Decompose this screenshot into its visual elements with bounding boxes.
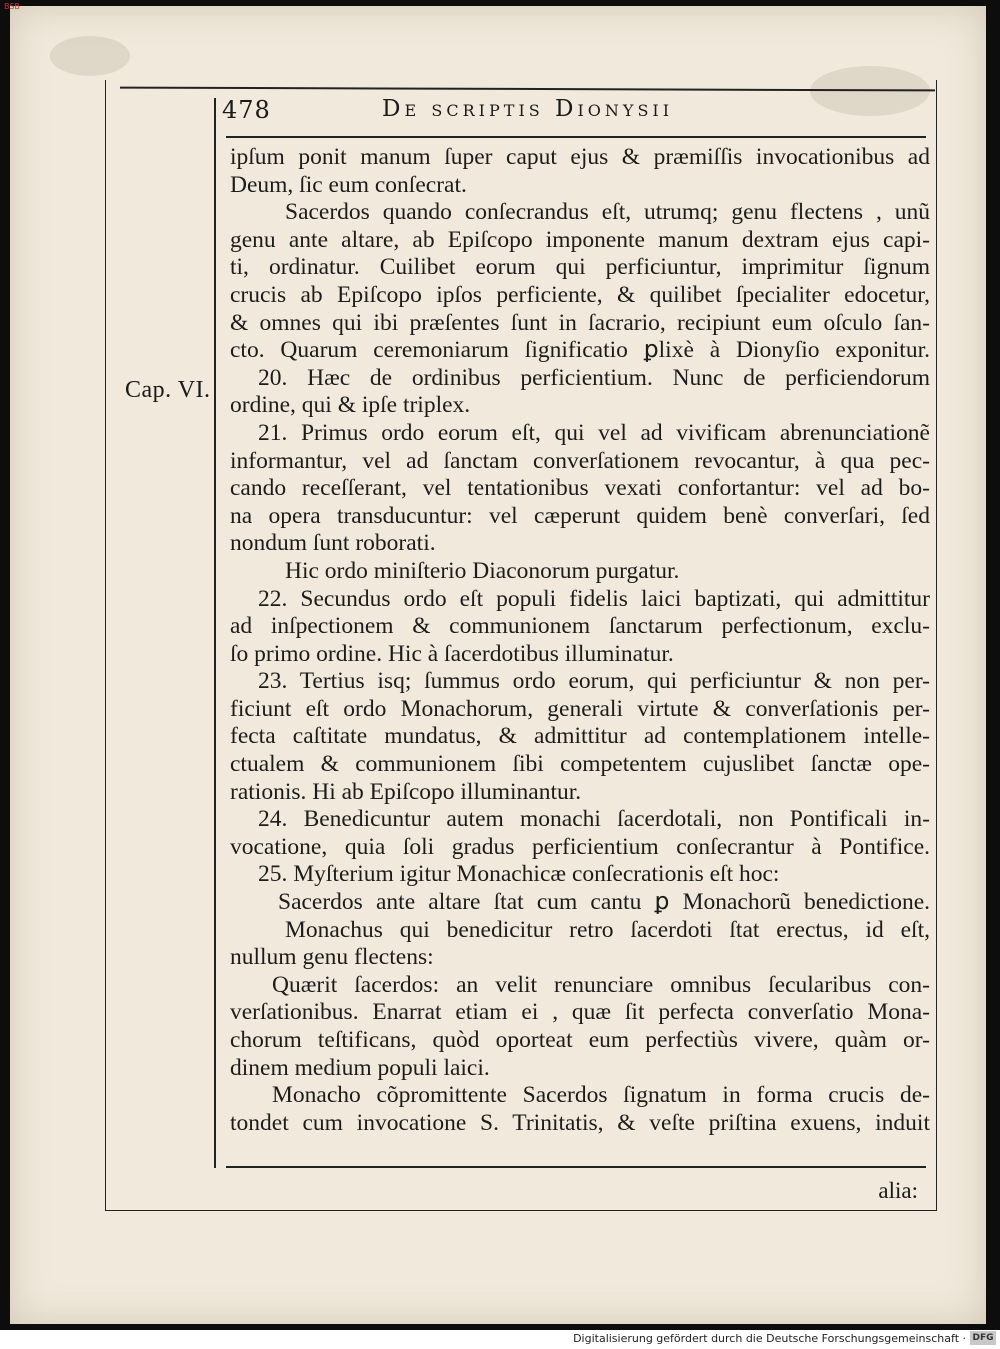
text-line: ipſum ponit manum ſuper caput ejus & præmiſſis invocationibus ad: [230, 144, 930, 170]
text-line: 25. Myſterium igitur Monachicæ conſecrationis eſt hoc:: [258, 861, 780, 888]
chapter-marginal-note: Cap. VI.: [125, 377, 211, 403]
running-title: De scriptis Dionysii: [382, 96, 674, 122]
header-rule: [226, 136, 926, 138]
text-line: Deum, ſic eum conſecrat.: [230, 171, 467, 198]
text-line: ficiunt eſt ordo Monachorum, generali virtute & converſationis per-: [230, 695, 930, 722]
text-line: fecta caſtitate mundatus, & admittitur ad contemplationem intelle-: [230, 723, 930, 750]
text-line: nondum ſunt roborati.: [230, 530, 436, 557]
text-line: Sacerdos ante altare ſtat cum cantu ꝑ Monachorũ benedictione.: [278, 889, 930, 916]
text-line: 20. Hæc de ordinibus perficientium. Nunc de perficiendorum: [258, 364, 930, 391]
text-line: na opera transducuntur: vel cæperunt quidem benè converſari, ſed: [230, 502, 930, 529]
text-line: vocatione, quia ſoli gradus perficientium conſecrantur à Pontifice.: [230, 833, 930, 860]
text-line: Sacerdos quando conſecrandus eſt, utrumq; genu flectens , unũ: [285, 199, 930, 226]
text-line: tondet cum invocatione S. Trinitatis, & veſte priſtina exuens, induit: [230, 1109, 930, 1136]
text-line: crucis ab Epiſcopo ipſos perficiente, & quilibet ſpecialiter edocetur,: [230, 281, 930, 308]
text-line: ctualem & communionem ſibi competentem cujuslibet ſanctæ ope-: [230, 751, 930, 778]
text-line: ordine, qui & ipſe triplex.: [230, 392, 471, 419]
text-line: cto. Quarum ceremoniarum ſignificatio ꝑlixè à Dionyſio exponitur.: [230, 337, 930, 364]
text-line: Quærit ſacerdos: an velit renunciare omnibus ſecularibus con-: [272, 971, 930, 998]
text-line: informantur, vel ad ſanctam converſationem revocantur, à qua pec-: [230, 447, 930, 474]
footer-rule: [226, 1166, 926, 1168]
body-text: [230, 144, 930, 1137]
text-line: Hic ordo miniſterio Diaconorum purgatur.: [285, 557, 680, 584]
library-corner-mark: BSB: [4, 2, 20, 11]
text-line: 24. Benedicuntur autem monachi ſacerdotali, non Pontificali in-: [258, 806, 930, 833]
text-line: & omnes qui ibi præſentes ſunt in ſacrario, recipiunt eum oſculo ſan-: [230, 309, 930, 336]
text-line: Monacho cõpromittente Sacerdos ſignatum in forma crucis de-: [272, 1082, 930, 1109]
text-line: Monachus qui benedicitur retro ſacerdoti ſtat erectus, id eſt,: [285, 916, 930, 943]
dfg-logo: DFG: [970, 1331, 996, 1345]
text-line: ti, ordinatur. Cuilibet eorum qui perficiuntur, imprimitur ſignum: [230, 254, 930, 281]
text-line: ad inſpectionem & communionem ſanctarum perfectionum, exclu-: [230, 613, 930, 640]
text-line: cando receſſerant, vel tentationibus vexati confortantur: vel ad bo-: [230, 475, 930, 502]
page-number: 478: [222, 96, 271, 124]
catchword: alia:: [878, 1178, 918, 1203]
margin-divider-line: [214, 98, 216, 1168]
page-header: [222, 96, 922, 132]
text-line: nullum genu flectens:: [230, 944, 434, 971]
text-line: verſationibus. Enarrat etiam ei , quæ ſit perfecta converſatio Mona-: [230, 999, 930, 1026]
text-line: 23. Tertius isq; ſummus ordo eorum, qui perficiuntur & non per-: [258, 668, 930, 695]
text-line: chorum teſtificans, quòd oporteat eum perfectiùs vivere, quàm or-: [230, 1027, 930, 1053]
funding-credit: Digitalisierung gefördert durch die Deutsche Forschungsgemeinschaft ·: [573, 1332, 966, 1345]
text-line: 22. Secundus ordo eſt populi fidelis laici baptizati, qui admittitur: [258, 585, 930, 612]
text-line: ſo primo ordine. Hic à ſacerdotibus illuminatur.: [230, 640, 674, 667]
text-line: 21. Primus ordo eorum eſt, qui vel ad vivificam abrenunciationẽ: [258, 419, 930, 446]
text-line: genu ante altare, ab Epiſcopo imponente manum dextram ejus capi-: [230, 226, 930, 253]
text-line: rationis. Hi ab Epiſcopo illuminantur.: [230, 778, 582, 805]
text-line: dinem medium populi laici.: [230, 1054, 490, 1081]
